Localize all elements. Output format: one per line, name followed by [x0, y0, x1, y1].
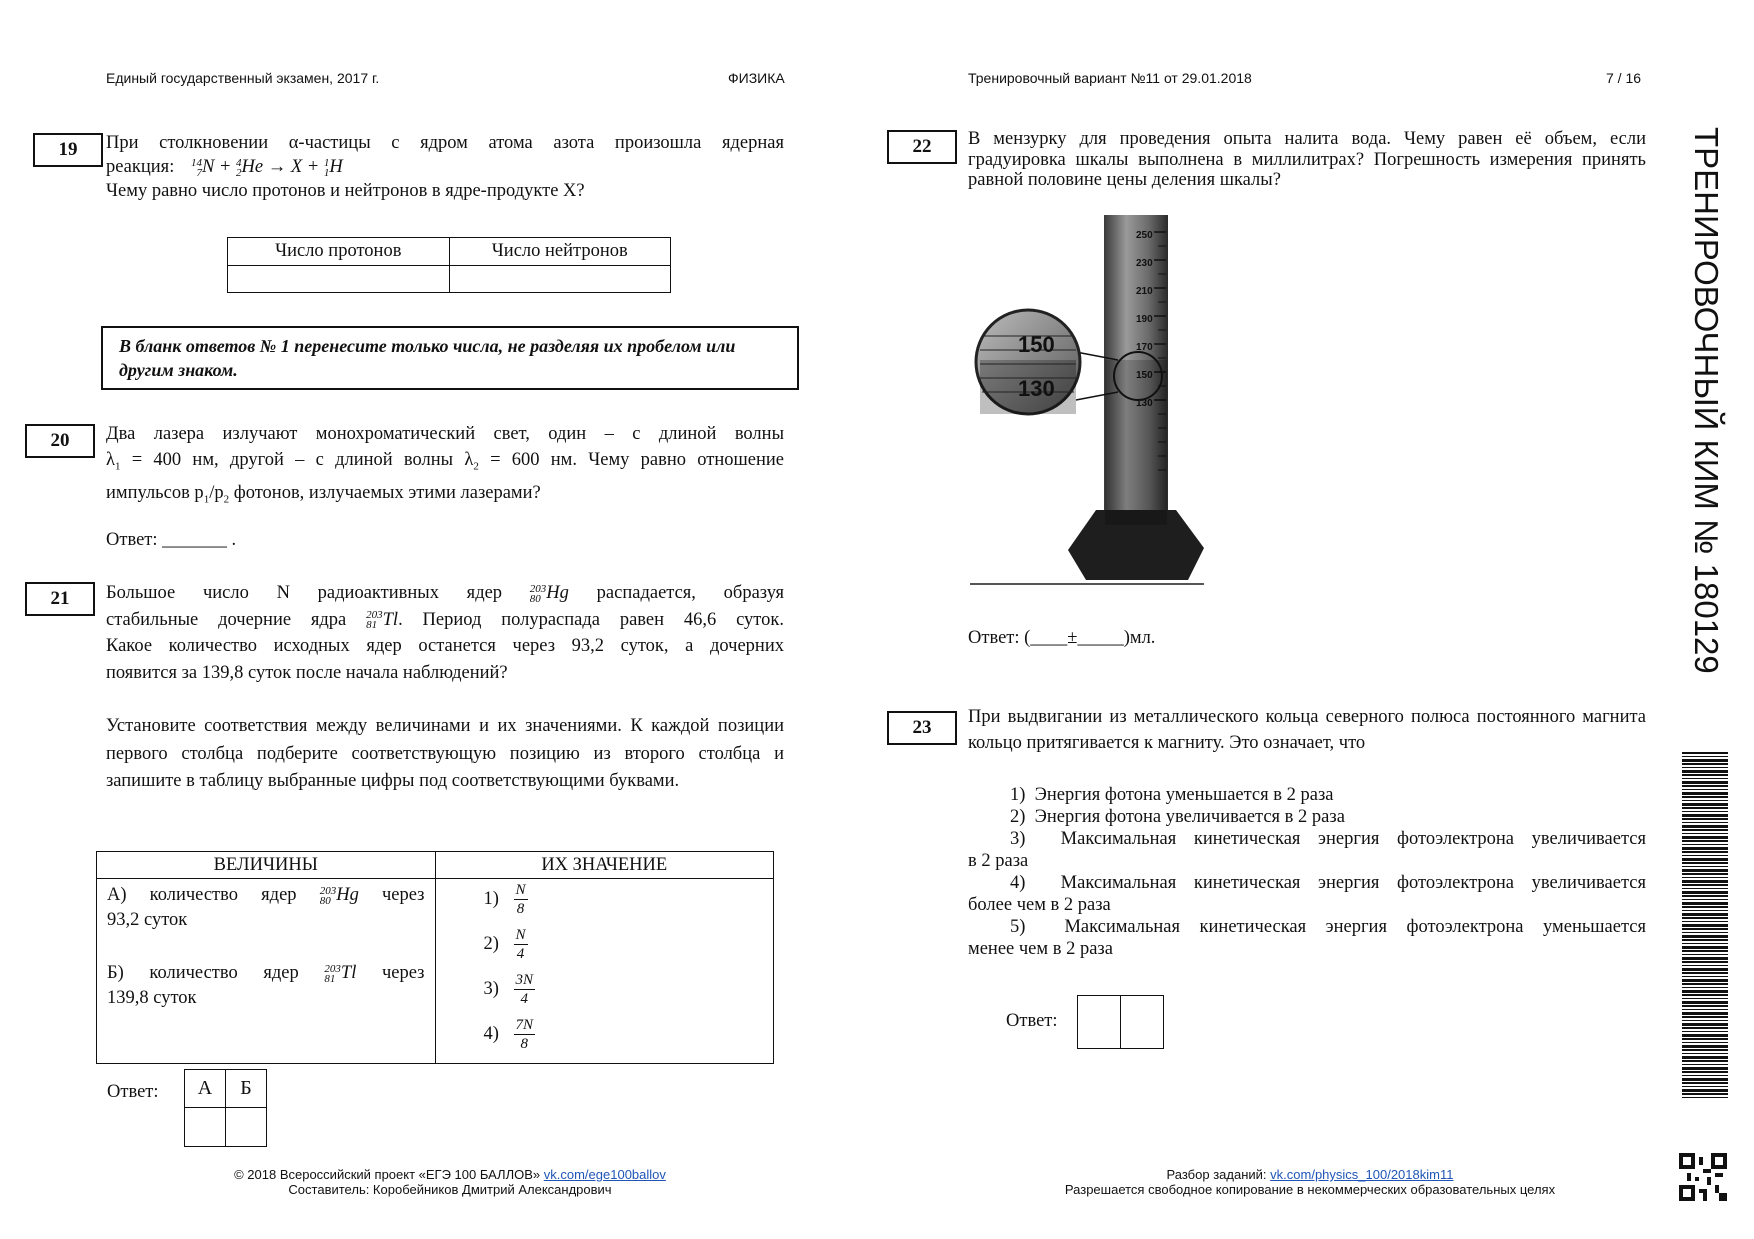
q23-answer-label: Ответ:	[1006, 1011, 1058, 1031]
footer-analysis-link[interactable]: vk.com/physics_100/2018kim11	[1270, 1167, 1454, 1182]
q20-line2-end: = 600 нм. Чему равно отношение	[478, 450, 784, 470]
q23-option-5-num: 5)	[1010, 917, 1026, 937]
q21-matching-table	[96, 851, 774, 1064]
q20-line2	[106, 447, 784, 480]
q21-line3: Какое количество исходных ядер останется через 93,2 суток, а дочерних	[106, 636, 784, 656]
q20-sub-2: 2	[473, 460, 479, 473]
q19-col-protons: Число протонов	[228, 238, 450, 266]
q20-line3-end: фотонов, излучаемых этими лазерами?	[229, 482, 541, 503]
q21-value-2-fraction	[514, 926, 528, 963]
q21-line2b: . Период полураспада равен 46,6 суток.	[398, 609, 785, 630]
q20-sub-p2: 2	[223, 493, 230, 506]
footer-copyright: © 2018 Всероссийский проект «ЕГЭ 100 БАЛЛОВ»	[234, 1167, 541, 1182]
barcode	[1682, 752, 1728, 1098]
q19-protons-cell[interactable]	[228, 266, 450, 293]
q23-answer-cell-1[interactable]	[1078, 996, 1121, 1049]
q23-option-4-num: 4)	[1010, 873, 1026, 893]
q21-value-3-fraction	[514, 971, 536, 1008]
q23-options-list	[968, 784, 1646, 960]
q21-value-2-num: 2)	[483, 933, 499, 954]
q23-option-4-cont: более чем в 2 раза	[968, 895, 1111, 915]
q23-option-4-text: Максимальная кинетическая энергия фотоэлектрона увеличивается	[1060, 873, 1646, 893]
question-number-20: 20	[25, 424, 95, 458]
lens-label-150: 150	[1018, 332, 1055, 357]
q20-lambda-symbol: λ	[106, 450, 115, 470]
q23-option-3[interactable]	[968, 828, 1646, 872]
header-variant: Тренировочный вариант №11 от 29.01.2018	[968, 70, 1252, 86]
q19-reaction-formula: 14 7N + 4 2He → X + 1 1H	[190, 156, 343, 179]
q21-answer-header-a: А	[185, 1070, 226, 1108]
q21-line1a: Большое число N радиоактивных ядер	[106, 583, 503, 603]
q21-answer-cell-b[interactable]	[226, 1108, 267, 1147]
q21-value-3-num: 3)	[483, 978, 499, 999]
measuring-cylinder-figure	[968, 210, 1224, 592]
footer-analysis-label: Разбор заданий:	[1166, 1167, 1267, 1182]
q23-option-2[interactable]	[968, 806, 1646, 828]
question-19-text	[106, 131, 784, 203]
q23-answer-grid	[1077, 995, 1164, 1049]
question-23-text: При выдвигании из металлического кольца северного полюса постоянного магнита кольцо притягивается к магниту. Это означает, что	[968, 707, 1646, 753]
q21-item-b	[107, 961, 425, 986]
question-20-text	[106, 421, 784, 512]
q19-question: Чему равно число протонов и нейтронов в ядре-продукте X?	[106, 181, 585, 201]
q19-reaction-label: реакция:	[106, 157, 175, 177]
side-vertical-title: ТРЕНИРОВОЧНЫЙ КИМ № 180129	[1688, 127, 1725, 674]
q21-values-cell	[435, 879, 774, 1064]
question-number-23: 23	[887, 711, 957, 745]
footer-left	[140, 1167, 760, 1197]
q19-col-neutrons: Число нейтронов	[449, 238, 671, 266]
q21-value-4-num: 4)	[483, 1023, 499, 1044]
q21-value-1	[484, 881, 774, 926]
q21-header-quantities: ВЕЛИЧИНЫ	[97, 852, 436, 879]
q21-answer-label: Ответ:	[107, 1082, 159, 1102]
q19-reaction-line	[106, 155, 784, 179]
page-number: 7 / 16	[1606, 70, 1642, 86]
q21-item-b-nuclide: 203 81 Tl	[324, 962, 357, 985]
q20-answer-line[interactable]: Ответ: _______ .	[106, 530, 237, 550]
water-level	[1105, 360, 1167, 525]
lens-label-130: 130	[1018, 376, 1055, 401]
q23-option-1-text: Энергия фотона уменьшается в 2 раза	[1034, 785, 1334, 805]
q21-value-1-numerator: N	[515, 882, 526, 898]
q22-answer-line[interactable]: Ответ: (____±_____)мл.	[968, 628, 1156, 648]
q21-value-3-denominator: 4	[520, 991, 528, 1007]
q21-hg-nuclide: 203 80 Hg	[529, 582, 569, 605]
q21-instructions: Установите соответствия между величинами и их значениями. К каждой позиции первого столбца подберите соответствующую позицию из второго столбца и запишите в таблицу выбранные цифры под соответствующими буквами.	[106, 716, 784, 791]
q21-value-4-denominator: 8	[520, 1036, 528, 1052]
q21-item-b-post: через	[381, 963, 425, 983]
q21-value-1-num: 1)	[483, 888, 499, 909]
q21-item-a-post: через	[381, 885, 425, 905]
q23-option-1[interactable]	[968, 784, 1646, 806]
q19-answer-table	[227, 237, 671, 293]
q20-slash: /p	[209, 482, 224, 503]
q21-value-2-denominator: 4	[516, 946, 525, 962]
qr-code	[1679, 1153, 1727, 1201]
q23-option-3-num: 3)	[1010, 829, 1026, 849]
q20-line3-start: импульсов p	[106, 482, 204, 503]
q21-value-4-fraction	[514, 1016, 536, 1053]
q23-option-4[interactable]	[968, 872, 1646, 916]
scale-label-130: 130	[1136, 398, 1153, 409]
q21-value-2-numerator: N	[515, 927, 526, 943]
q20-line1: Два лазера излучают монохроматический свет, один – с длиной волны	[106, 424, 784, 444]
q23-option-2-text: Энергия фотона увеличивается в 2 раза	[1034, 807, 1345, 827]
scale-label-250: 250	[1136, 230, 1153, 241]
question-number-22: 22	[887, 130, 957, 164]
q19-neutrons-cell[interactable]	[449, 266, 671, 293]
question-number-21: 21	[25, 582, 95, 616]
q23-option-3-text: Максимальная кинетическая энергия фотоэлектрона увеличивается	[1060, 829, 1646, 849]
footer-right	[1000, 1167, 1620, 1197]
q23-answer-cell-2[interactable]	[1121, 996, 1164, 1049]
instruction-note: В бланк ответов № 1 перенесите только числа, не разделяя их пробелом или другим знаком.	[101, 326, 799, 390]
q23-option-2-num: 2)	[1010, 807, 1026, 827]
q21-value-3	[484, 971, 774, 1016]
q20-line2-mid: = 400 нм, другой – с длиной волны λ	[120, 450, 474, 470]
header-subject: ФИЗИКА	[728, 70, 785, 86]
q21-line1b: распадается, образуя	[596, 583, 785, 603]
q23-option-5-cont: менее чем в 2 раза	[968, 939, 1113, 959]
scale-label-230: 230	[1136, 258, 1153, 269]
q21-value-4	[484, 1016, 774, 1061]
q21-item-a-nuclide: 203 80 Hg	[319, 884, 359, 907]
footer-author: Составитель: Коробейников Дмитрий Александрович	[288, 1182, 612, 1197]
q21-header-values: ИХ ЗНАЧЕНИЕ	[435, 852, 774, 879]
q21-tl-nuclide: 203 81 Tl	[366, 609, 399, 632]
q21-item-b-label: Б) количество ядер	[107, 963, 299, 983]
q21-value-2	[484, 926, 774, 971]
q21-answer-header-b: Б	[226, 1070, 267, 1108]
q21-line2	[106, 607, 784, 634]
footer-license: Разрешается свободное копирование в некоммерческих образовательных целях	[1064, 1182, 1556, 1197]
q21-value-3-numerator: 3N	[515, 972, 534, 988]
question-22-text: В мензурку для проведения опыта налита вода. Чему равен её объем, если градуировка шкалы выполнена в миллилитрах? Погрешность измерения принять равной половине цены деления шкалы?	[968, 129, 1646, 190]
scale-label-210: 210	[1136, 286, 1153, 297]
q20-line3	[106, 480, 784, 513]
q21-line4: появится за 139,8 суток после начала наблюдений?	[106, 662, 508, 683]
q21-line1	[106, 580, 784, 607]
q19-line1: При столкновении α-частицы с ядром атома азота произошла ядерная	[106, 133, 784, 153]
q20-sub-p1: 1	[203, 493, 210, 506]
scale-label-190: 190	[1136, 314, 1153, 325]
q23-option-5-text: Максимальная кинетическая энергия фотоэлектрона уменьшается	[1064, 917, 1646, 937]
q21-quantities-cell	[97, 879, 436, 1064]
scale-label-150: 150	[1136, 370, 1153, 381]
footer-vk-link[interactable]: vk.com/ege100ballov	[543, 1167, 666, 1182]
header-exam-title: Единый государственный экзамен, 2017 г.	[106, 70, 380, 86]
question-number-19: 19	[33, 133, 103, 167]
q21-item-a-label: А) количество ядер	[107, 885, 297, 905]
q21-item-a-line2: 93,2 суток	[107, 910, 188, 930]
q21-value-4-numerator: 7N	[515, 1017, 534, 1033]
q23-option-5[interactable]	[968, 916, 1646, 960]
q23-option-1-num: 1)	[1010, 785, 1026, 805]
question-21-text	[106, 580, 784, 686]
scale-label-170: 170	[1136, 342, 1153, 353]
q23-option-3-cont: в 2 раза	[968, 851, 1029, 871]
q21-answer-grid	[184, 1069, 267, 1147]
q21-line2a: стабильные дочерние ядра	[106, 609, 347, 630]
q21-item-a	[107, 883, 425, 908]
q21-item-b-line2: 139,8 суток	[107, 988, 197, 1008]
q21-value-1-fraction	[514, 881, 528, 918]
q20-sub-1: 1	[114, 460, 121, 473]
q21-value-1-denominator: 8	[516, 901, 525, 917]
q21-answer-cell-a[interactable]	[185, 1108, 226, 1147]
